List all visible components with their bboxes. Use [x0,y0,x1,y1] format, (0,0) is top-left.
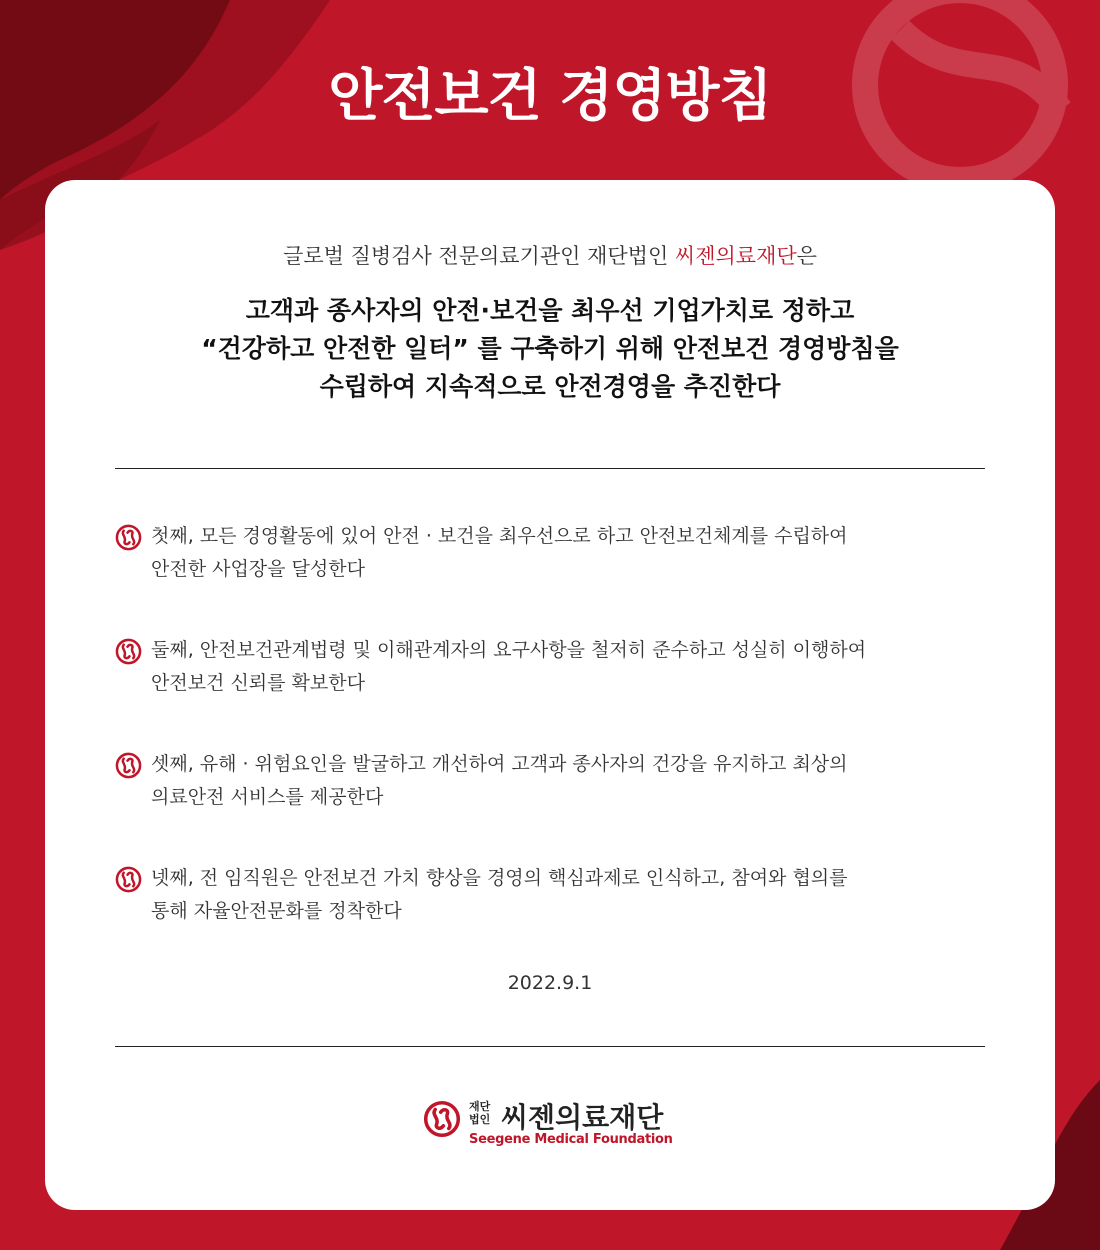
policy-date: 2022.9.1 [507,972,593,994]
policy-headline [45,292,1055,406]
logo-prefix [469,1100,499,1126]
intro-brand: 씨젠의료재단 [674,244,797,268]
page-title: 안전보건 경영방침 [328,64,772,129]
bottom-divider [115,1046,985,1047]
logo-name-korean: 씨젠의료재단 [501,1101,664,1134]
policy-item-line: 넷째, 전 임직원은 안전보건 가치 향상을 경영의 핵심과제로 인식하고, 참여와 협의를 [151,867,848,889]
headline-line: “건강하고 안전한 일터” 를 구축하기 위해 안전보건 경영방침을 [201,334,899,363]
intro-suffix: 은 [796,244,817,268]
seegene-mark-icon [115,638,142,665]
policy-list [115,520,995,976]
intro-text [45,240,1055,270]
logo-prefix-top: 재단 [469,1100,491,1113]
headline-line: 고객과 종사자의 안전·보건을 최우선 기업가치로 정하고 [245,296,855,325]
logo-name-english: Seegene Medical Foundation [469,1132,673,1147]
policy-item-line: 의료안전 서비스를 제공한다 [151,786,384,808]
policy-item-line: 통해 자율안전문화를 정착한다 [151,900,402,922]
policy-card [45,180,1055,1210]
seegene-mark-icon [115,866,142,893]
policy-item [115,748,995,862]
policy-item-line: 안전한 사업장을 달성한다 [151,558,365,580]
policy-item-line: 셋째, 유해 · 위험요인을 발굴하고 개선하여 고객과 종사자의 건강을 유지하고 최상의 [151,753,848,775]
seegene-mark-icon [115,524,142,551]
policy-item [115,862,995,976]
policy-item [115,634,995,748]
foundation-logo [423,1098,683,1154]
intro-prefix: 글로벌 질병검사 전문의료기관인 재단법인 [283,244,675,268]
seegene-logo-icon [423,1100,461,1138]
policy-item-line: 안전보건 신뢰를 확보한다 [151,672,365,694]
logo-prefix-bottom: 법인 [469,1113,491,1126]
policy-item-line: 둘째, 안전보건관계법령 및 이해관계자의 요구사항을 철저히 준수하고 성실히 이행하여 [151,639,867,661]
headline-line: 수립하여 지속적으로 안전경영을 추진한다 [319,372,781,401]
top-divider [115,468,985,469]
policy-item [115,520,995,634]
policy-item-line: 첫째, 모든 경영활동에 있어 안전 · 보건을 최우선으로 하고 안전보건체계를 수립하여 [151,525,848,547]
seegene-mark-icon [115,752,142,779]
